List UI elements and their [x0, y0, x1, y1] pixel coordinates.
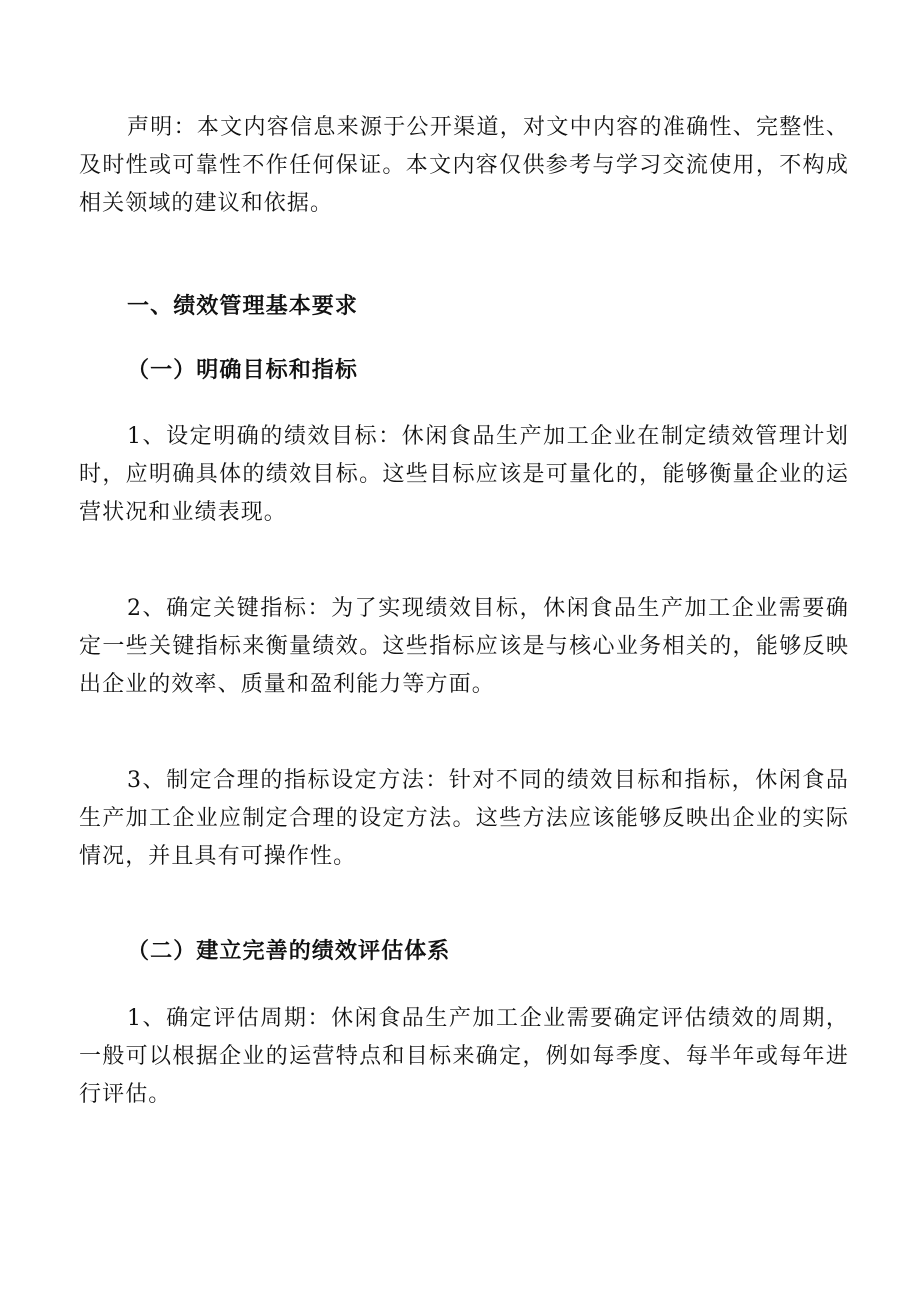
subsection-heading-2: （二）建立完善的绩效评估体系 — [127, 938, 451, 964]
paragraph-item: 1、确定评估周期：休闲食品生产加工企业需要确定评估绩效的周期，一般可以根据企业的运营特点和目标来确定，例如每季度、每半年或每年进行评估。 — [79, 1006, 849, 1107]
disclaimer-paragraph: 声明：本文内容信息来源于公开渠道，对文中内容的准确性、完整性、及时性或可靠性不作任何保证。本文内容仅供参考与学习交流使用，不构成相关领域的建议和依据。 — [79, 115, 849, 216]
subsection-heading-1: （一）明确目标和指标 — [127, 357, 359, 383]
section-heading-1: 一、绩效管理基本要求 — [127, 293, 359, 319]
paragraph-item: 2、确定关键指标：为了实现绩效目标，休闲食品生产加工企业需要确定一些关键指标来衡量绩效。这些指标应该是与核心业务相关的，能够反映出企业的效率、质量和盈利能力等方面。 — [79, 596, 849, 697]
paragraph-item: 3、制定合理的指标设定方法：针对不同的绩效目标和指标，休闲食品生产加工企业应制定合理的设定方法。这些方法应该能够反映出企业的实际情况，并且具有可操作性。 — [79, 768, 849, 869]
paragraph-item: 1、设定明确的绩效目标：休闲食品生产加工企业在制定绩效管理计划时，应明确具体的绩效目标。这些目标应该是可量化的，能够衡量企业的运营状况和业绩表现。 — [79, 424, 849, 525]
